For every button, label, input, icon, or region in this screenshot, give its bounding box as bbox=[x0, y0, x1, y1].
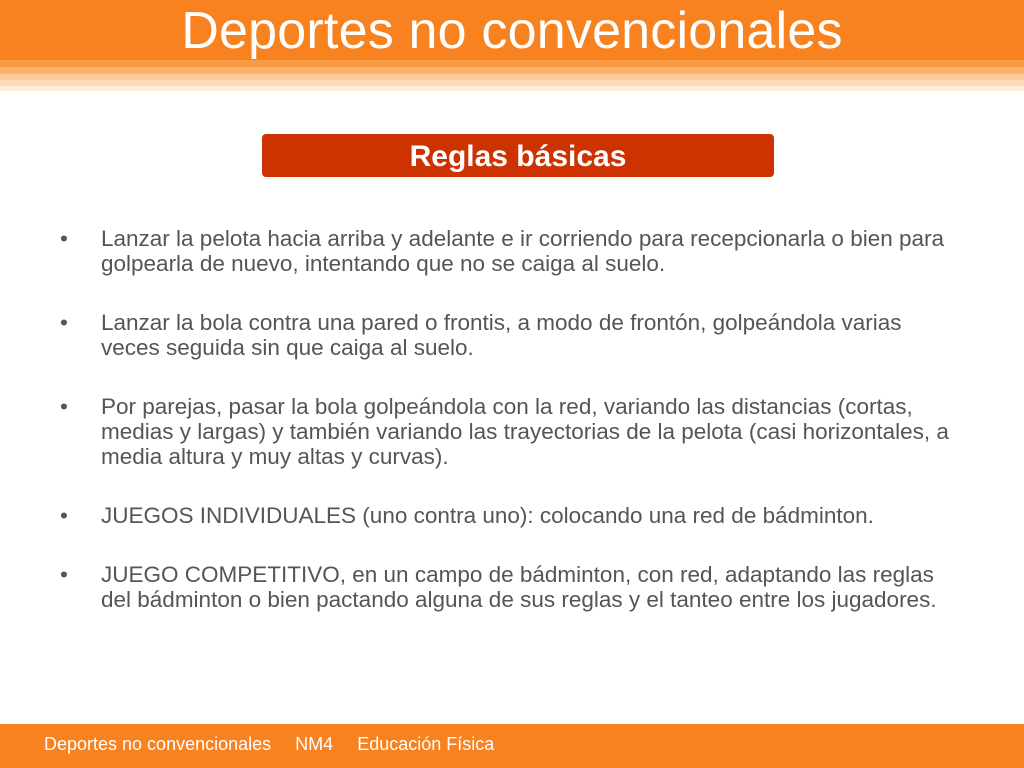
bullet-marker: • bbox=[60, 310, 68, 335]
rule-item bbox=[60, 394, 960, 469]
bullet-marker: • bbox=[60, 562, 68, 587]
rule-text: Lanzar la pelota hacia arriba y adelante e ir corriendo para recepcionarla o bien para golpearla de nuevo, intentando que no se caiga al suelo. bbox=[101, 226, 945, 276]
footer-text bbox=[44, 724, 513, 764]
footer-subject: Educación Física bbox=[357, 734, 495, 754]
header-stripe bbox=[0, 67, 1024, 74]
footer-course: Deportes no convencionales bbox=[44, 734, 272, 754]
header-stripe bbox=[0, 60, 1024, 67]
header-bar bbox=[0, 0, 1024, 60]
section-title: Reglas básicas bbox=[262, 134, 774, 177]
rule-text: JUEGO COMPETITIVO, en un campo de bádminton, con red, adaptando las reglas del bádminton o bien pactando alguna de sus reglas y el tanteo entre los jugadores. bbox=[101, 562, 937, 612]
bullet-marker: • bbox=[60, 226, 68, 251]
footer-level: NM4 bbox=[295, 734, 334, 754]
rule-item bbox=[60, 310, 960, 360]
rule-text: Por parejas, pasar la bola golpeándola con la red, variando las distancias (cortas, medias y largas) y también variando las trayectorias de la pelota (casi horizontales, a media altura y muy altas y curvas). bbox=[101, 394, 949, 469]
footer-bar bbox=[0, 724, 1024, 768]
header-stripe bbox=[0, 86, 1024, 91]
rule-item bbox=[60, 562, 960, 612]
slide-title: Deportes no convencionales bbox=[181, 2, 843, 60]
rule-item bbox=[60, 503, 960, 528]
rules-list bbox=[60, 226, 960, 646]
rule-text: Lanzar la bola contra una pared o frontis, a modo de frontón, golpeándola varias veces seguida sin que caiga al suelo. bbox=[101, 310, 902, 360]
rule-text: JUEGOS INDIVIDUALES (uno contra uno): colocando una red de bádminton. bbox=[101, 503, 874, 528]
bullet-marker: • bbox=[60, 394, 68, 419]
rule-item bbox=[60, 226, 960, 276]
bullet-marker: • bbox=[60, 503, 68, 528]
